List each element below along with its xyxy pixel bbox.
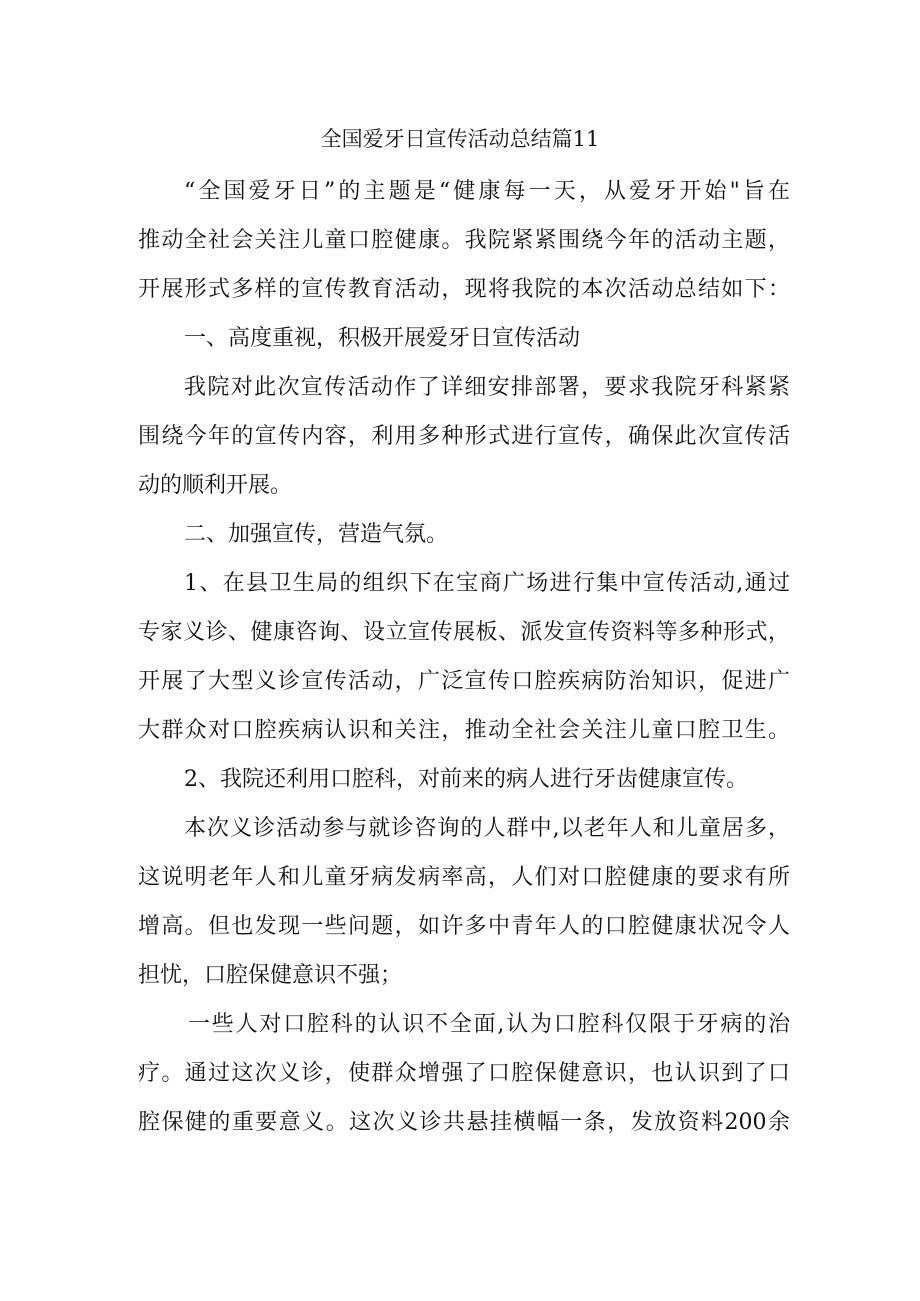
document-title: 全国爱牙日宣传活动总结篇11	[320, 127, 600, 151]
paragraph-line: 增高。但也发现一些问题，如许多中青年人的口腔健康状况令人	[138, 914, 790, 939]
paragraph-line: 本次义诊活动参与就诊咨询的人群中,以老年人和儿童居多，	[184, 816, 790, 841]
paragraph-line: 开展形式多样的宣传教育活动，现将我院的本次活动总结如下：	[138, 277, 790, 302]
paragraph-line: 我院对此次宣传活动作了详细安排部署，要求我院牙科紧紧	[184, 375, 790, 400]
paragraph-line: 2、我院还利用口腔科，对前来的病人进行牙齿健康宣传。	[184, 767, 748, 792]
section-heading: 二、加强宣传，营造气氛。	[184, 522, 449, 547]
paragraph-line: 动的顺利开展。	[138, 473, 293, 498]
paragraph-line: 一些人对口腔科的认识不全面,认为口腔科仅限于牙病的治	[188, 1012, 790, 1037]
paragraph-line: 大群众对口腔疾病认识和关注，推动全社会关注儿童口腔卫生。	[138, 718, 790, 743]
paragraph-line: 围绕今年的宣传内容，利用多种形式进行宣传，确保此次宣传活	[138, 424, 790, 449]
paragraph-line: 开展了大型义诊宣传活动，广泛宣传口腔疾病防治知识，促进广	[138, 669, 790, 694]
paragraph-line: 这说明老年人和儿童牙病发病率高，人们对口腔健康的要求有所	[138, 865, 790, 890]
paragraph-line: 1、在县卫生局的组织下在宝商广场进行集中宣传活动,通过	[184, 571, 790, 596]
paragraph-line: 疗。通过这次义诊，使群众增强了口腔保健意识，也认识到了口	[138, 1061, 790, 1086]
paragraph-line: 专家义诊、健康咨询、设立宣传展板、派发宣传资料等多种形式，	[138, 620, 790, 645]
paragraph-line: 腔保健的重要意义。这次义诊共悬挂横幅一条，发放资料200余	[138, 1110, 790, 1135]
paragraph-line: 推动全社会关注儿童口腔健康。我院紧紧围绕今年的活动主题，	[138, 228, 790, 253]
paragraph-line: “全国爱牙日”的主题是“健康每一天，从爱牙开始"旨在	[184, 179, 790, 204]
section-heading: 一、高度重视，积极开展爱牙日宣传活动	[184, 326, 581, 351]
paragraph-line: 担忧，口腔保健意识不强；	[138, 963, 403, 988]
